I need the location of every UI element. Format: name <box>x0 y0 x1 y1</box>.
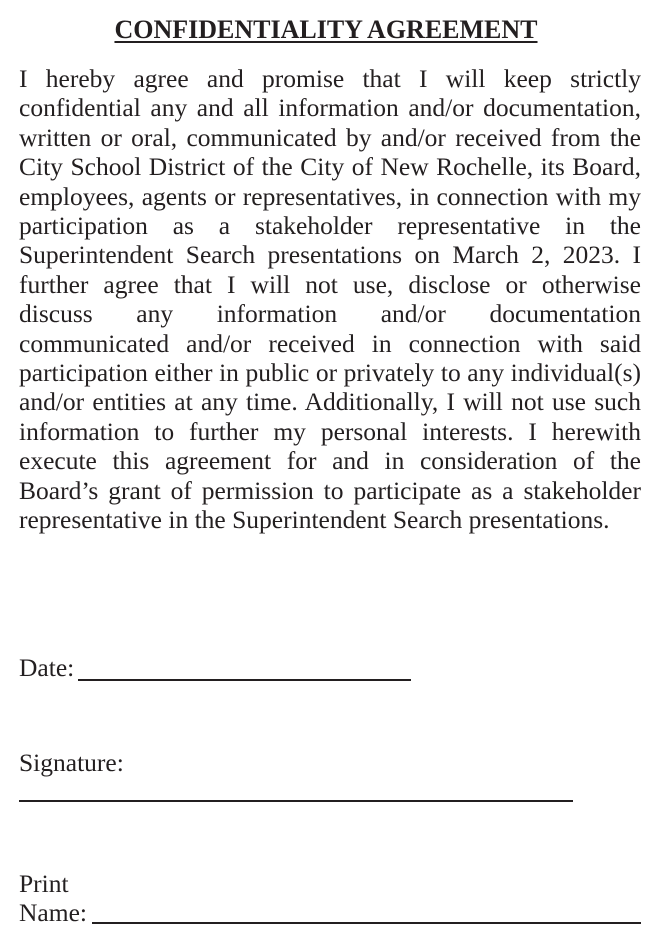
signature-label: Signature: <box>19 748 124 777</box>
signature-line[interactable] <box>19 800 573 802</box>
name-label: Name: <box>19 898 87 927</box>
print-name-line[interactable] <box>92 922 641 924</box>
document-title-text: CONFIDENTIALITY AGREEMENT <box>114 15 538 44</box>
agreement-body: I hereby agree and promise that I will keep strictly confidential any and all information and/or documentation, written or oral, communicated by and/or received from the City School District of the City of New Rochelle, its Board, employees, agents or representatives, in connection with my participation as a stakeholder representative in the Superintendent Search presentations on March 2, 2023. I further agree that I will not use, disclose or otherwise discuss any information and/or documentation communicated and/or received in connection with said participation either in public or privately to any individual(s) and/or entities at any time. Additionally, I will not use such information to further my personal interests. I herewith execute this agreement for and in consideration of the Board’s grant of permission to participate as a stakeholder representative in the Superintendent Search presentations. <box>19 64 641 535</box>
print-label: Print <box>19 869 69 898</box>
date-label: Date: <box>19 653 75 682</box>
date-line[interactable] <box>78 679 411 681</box>
document-title <box>0 14 652 46</box>
